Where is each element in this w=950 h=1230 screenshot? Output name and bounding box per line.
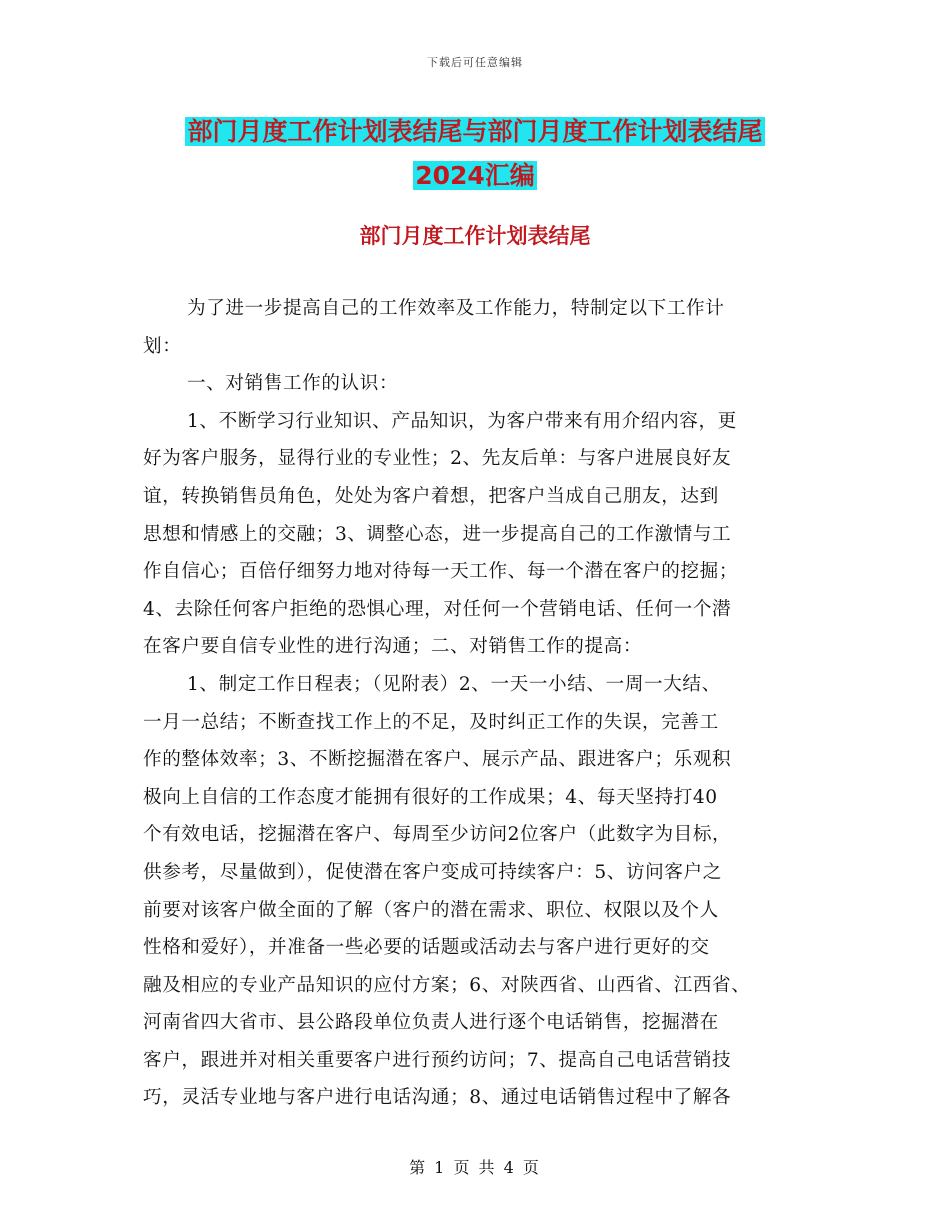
text-line: 一、对销售工作的认识：	[187, 373, 399, 395]
section-heading: 部门月度工作计划表结尾	[359, 224, 591, 248]
document-title	[0, 110, 950, 198]
text-line: 思想和情感上的交融；3、调整心态，进一步提高自己的工作激情与工	[143, 523, 732, 545]
text-line: 为了进一步提高自己的工作效率及工作能力，特制定以下工作计	[187, 298, 725, 319]
text-line: 作的整体效率；3、不断挖掘潜在客户、展示产品、跟进客户；乐观积	[143, 749, 732, 771]
text-line: 河南省四大省市、县公路段单位负责人进行逐个电话销售，挖掘潜在	[143, 1012, 719, 1034]
title-line-1: 部门月度工作计划表结尾与部门月度工作计划表结尾	[187, 117, 763, 146]
text-line: 个有效电话，挖掘潜在客户、每周至少访问2位客户（此数字为目标，	[143, 824, 732, 846]
page-footer: 第 1 页 共 4 页	[409, 1158, 541, 1177]
text-line: 4、去除任何客户拒绝的恐惧心理，对任何一个营销电话、任何一个潜	[143, 598, 732, 620]
text-line: 谊，转换销售员角色，处处为客户着想，把客户当成自己朋友，达到	[143, 485, 719, 507]
text-line: 融及相应的专业产品知识的应付方案；6、对陕西省、山西省、江西省、	[143, 974, 751, 996]
text-line: 好为客户服务，显得行业的专业性；2、先友后单：与客户进展良好友	[143, 448, 732, 470]
text-line: 性格和爱好），并准备一些必要的话题或活动去与客户进行更好的交	[143, 937, 710, 959]
text-line: 一月一总结；不断查找工作上的不足，及时纠正工作的失误，完善工	[143, 711, 719, 733]
text-line: 1、制定工作日程表；（见附表）2、一天一小结、一周一大结、	[187, 673, 721, 695]
text-line: 供参考，尽量做到），促使潜在客户变成可持续客户：5、访问客户之	[143, 861, 722, 883]
text-line: 作自信心；百倍仔细努力地对待每一天工作、每一个潜在客户的挖掘；	[143, 561, 739, 583]
text-line: 前要对该客户做全面的了解（客户的潜在需求、职位、权限以及个人	[143, 899, 719, 921]
text-line: 巧，灵活专业地与客户进行电话沟通；8、通过电话销售过程中了解各	[143, 1087, 732, 1109]
header-note: 下载后可任意编辑	[427, 56, 523, 69]
text-line: 客户，跟进并对相关重要客户进行预约访问；7、提高自己电话营销技	[143, 1049, 732, 1071]
text-line: 1、不断学习行业知识、产品知识，为客户带来有用介绍内容，更	[187, 410, 737, 432]
body-text	[143, 290, 813, 1117]
text-line: 划：	[143, 335, 182, 357]
text-line: 在客户要自信专业性的进行沟通；二、对销售工作的提高：	[143, 636, 643, 658]
title-line-2: 2024汇编	[415, 161, 535, 190]
text-line: 极向上自信的工作态度才能拥有很好的工作成果；4、每天坚持打40	[143, 786, 718, 808]
